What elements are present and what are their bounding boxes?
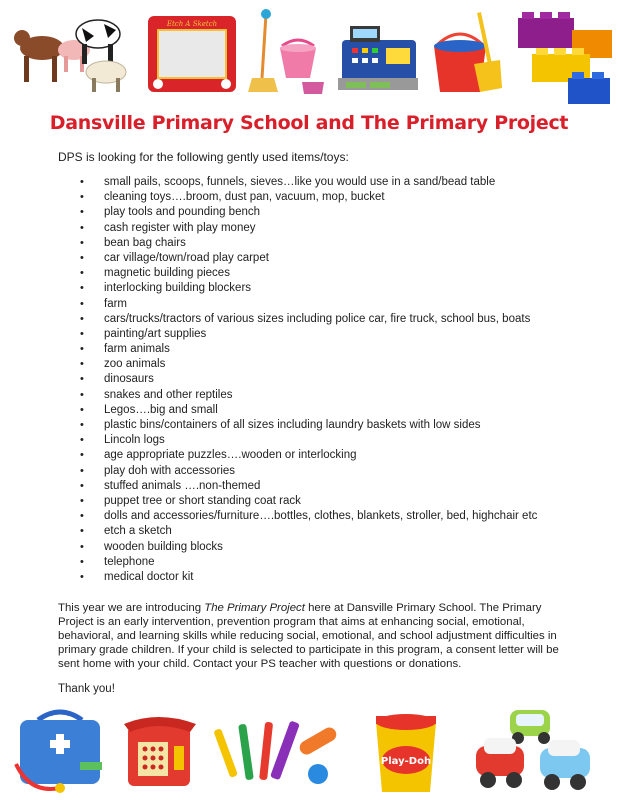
bullet: • [80, 510, 84, 523]
farm-animals-image [8, 8, 140, 94]
list-item: • painting/art supplies [58, 327, 578, 342]
bullet: • [80, 221, 84, 234]
list-item: • medical doctor kit [58, 570, 578, 585]
etch-a-sketch-image [146, 14, 238, 94]
bullet: • [80, 464, 84, 477]
list-item: • snakes and other reptiles [58, 388, 578, 403]
list-item: • dinosaurs [58, 372, 578, 387]
list-item: • play tools and pounding bench [58, 205, 578, 220]
intro-text: DPS is looking for the following gently used items/toys: [58, 150, 349, 164]
bullet: • [80, 267, 84, 280]
pail-and-shovel-image [426, 6, 506, 96]
doctor-kit-image [10, 704, 110, 796]
bottom-toy-images [0, 700, 618, 800]
bullet: • [80, 343, 84, 356]
closing-text: Thank you! [58, 683, 115, 695]
play-doh-tub-image [370, 706, 442, 796]
top-toy-images [0, 0, 618, 110]
bullet: • [80, 251, 84, 264]
list-item: • small pails, scoops, funnels, sieves…like you would use in a sand/bead table [58, 175, 578, 190]
cash-register-image [336, 18, 420, 94]
bullet: • [80, 479, 84, 492]
wishlist [58, 175, 578, 585]
program-name: The Primary Project [204, 602, 305, 614]
telephone-image [118, 706, 202, 796]
list-item: • play doh with accessories [58, 464, 578, 479]
list-item: • cash register with play money [58, 221, 578, 236]
play-doh-brand-label: Play-Doh [380, 756, 432, 767]
list-item: • interlocking building blockers [58, 281, 578, 296]
list-item: • cars/trucks/tractors of various sizes including police car, fire truck, school bus, boats [58, 312, 578, 327]
list-item: • zoo animals [58, 357, 578, 372]
bullet: • [80, 206, 84, 219]
list-item: • plastic bins/containers of all sizes including laundry baskets with low sides [58, 418, 578, 433]
bullet: • [80, 540, 84, 553]
list-item: • bean bag chairs [58, 236, 578, 251]
list-item: • wooden building blocks [58, 540, 578, 555]
list-item: • stuffed animals ….non-themed [58, 479, 578, 494]
bullet: • [80, 282, 84, 295]
bullet: • [80, 525, 84, 538]
etch-brand-label: Etch A Sketch [166, 20, 218, 28]
bullet: • [80, 358, 84, 371]
toy-cars-image [470, 702, 600, 798]
bullet: • [80, 570, 84, 583]
page-title: Dansville Primary School and The Primary Project [49, 112, 569, 134]
bullet: • [80, 555, 84, 568]
list-item: • Lincoln logs [58, 433, 578, 448]
bullet: • [80, 388, 84, 401]
bullet: • [80, 434, 84, 447]
bullet: • [80, 419, 84, 431]
list-item: • age appropriate puzzles….wooden or interlocking [58, 448, 578, 463]
play-doh-tools-image [214, 704, 344, 796]
list-item: • farm animals [58, 342, 578, 357]
list-item: • Legos….big and small [58, 403, 578, 418]
bullet: • [80, 236, 84, 249]
program-description: This year we are introducing The Primary Project here at Dansville Primary School. The Primary Project is an early intervention, prevention program that aims at enhancing social, emotional, behavioral, and learning skills while reducing social, emotional, and school adjustment difficulties in primary grade children. If your child is selected to participate in this program, a consent letter will be sent home with your child. Contact your PS teacher with questions or donations. [58, 602, 559, 670]
list-item: • farm [58, 297, 578, 312]
bullet: • [80, 327, 84, 340]
list-item: • dolls and accessories/furniture….bottles, clothes, blankets, stroller, bed, highchair etc [58, 509, 578, 524]
list-item: • magnetic building pieces [58, 266, 578, 281]
list-item: • etch a sketch [58, 524, 578, 539]
bullet: • [80, 191, 84, 204]
list-item: • telephone [58, 555, 578, 570]
list-item: • car village/town/road play carpet [58, 251, 578, 266]
legos-image [512, 8, 616, 106]
list-item: • puppet tree or short standing coat rack [58, 494, 578, 509]
cleaning-toys-image [244, 6, 328, 96]
bullet: • [80, 494, 84, 507]
bullet: • [80, 176, 84, 188]
bullet: • [80, 312, 84, 325]
bullet: • [80, 373, 84, 386]
bullet: • [80, 403, 84, 416]
bullet: • [80, 449, 84, 462]
list-item: • cleaning toys….broom, dust pan, vacuum, mop, bucket [58, 190, 578, 205]
bullet: • [80, 297, 84, 310]
